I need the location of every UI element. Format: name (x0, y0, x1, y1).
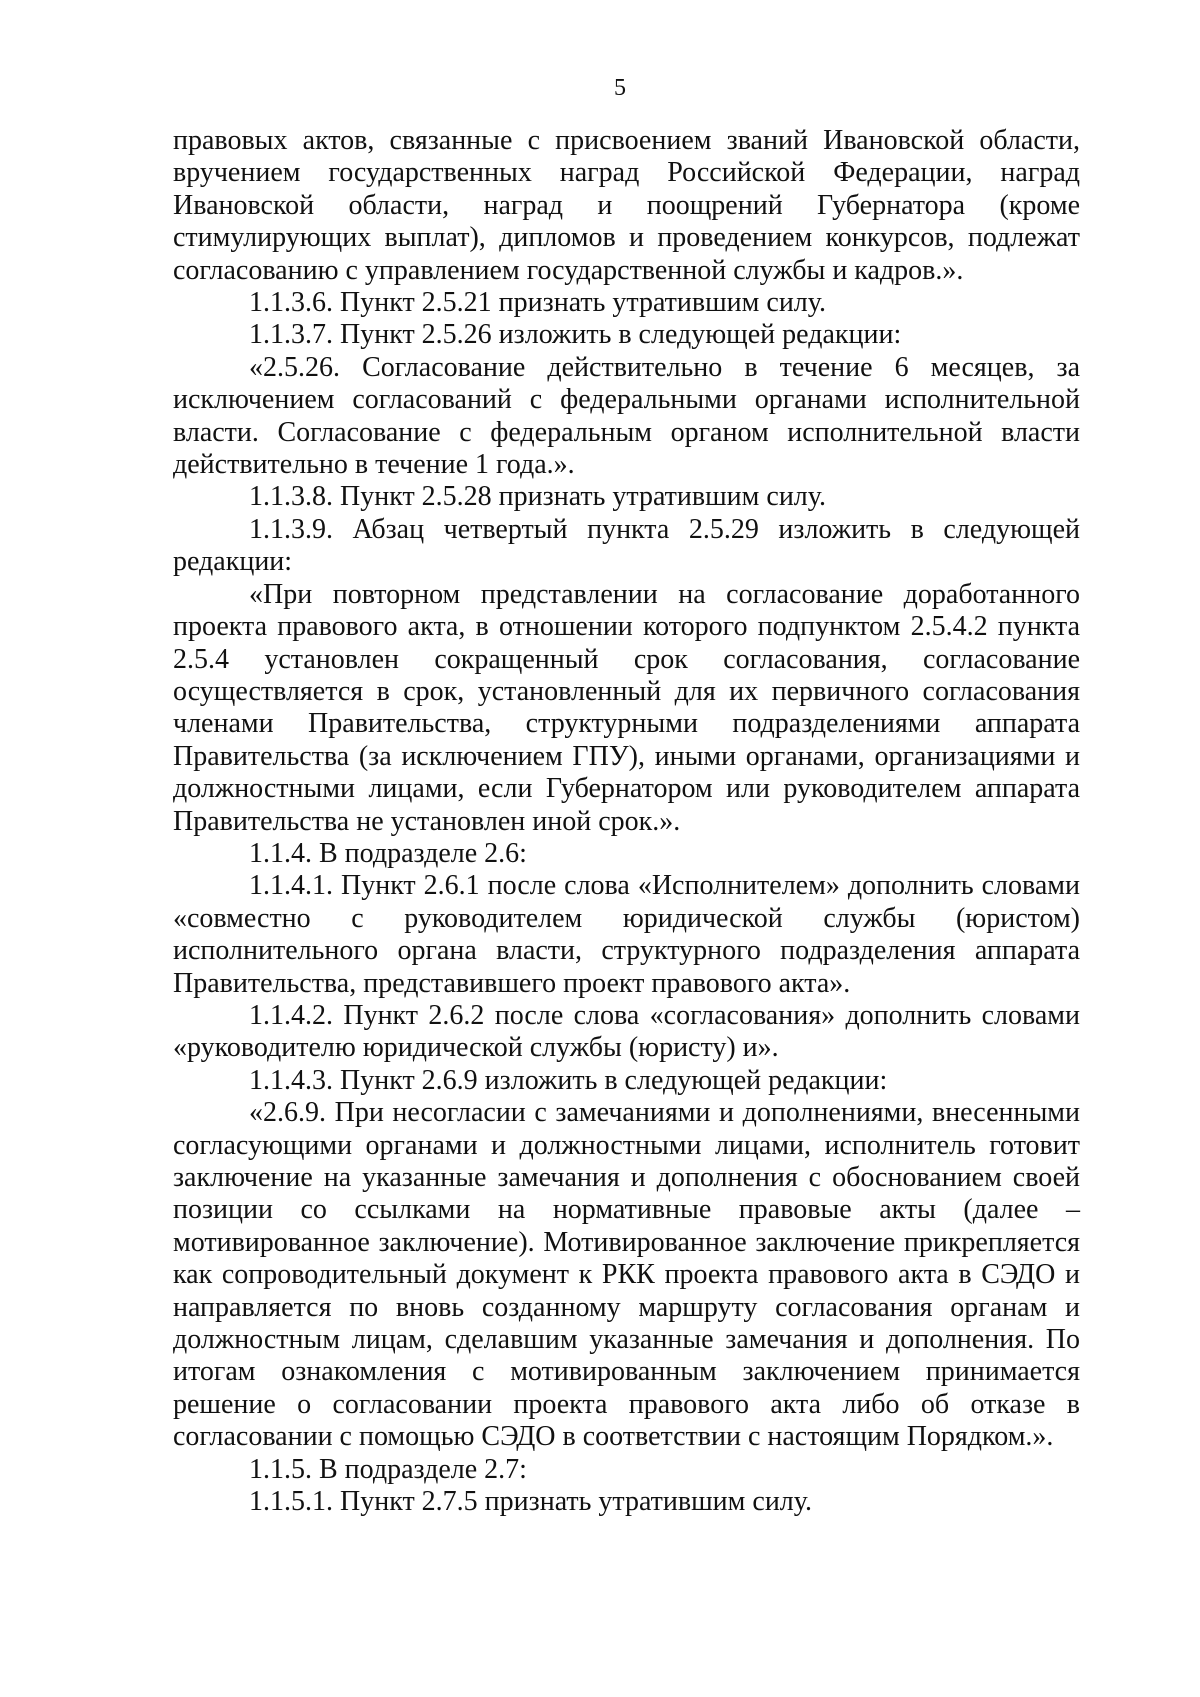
paragraph: 1.1.5. В подразделе 2.7: (249, 1453, 527, 1485)
paragraph: 1.1.4.1. Пункт 2.6.1 после слова «Исполнителем» дополнить словами «совместно с руководителем юридической службы (юристом) исполнительного органа власти, структурного подразделения аппарата Правительства, представившего проект правового акта». (173, 870, 1080, 999)
paragraph: 1.1.5.1. Пункт 2.7.5 признать утратившим силу. (249, 1486, 812, 1518)
paragraph: «При повторном представлении на согласование доработанного проекта правового акта, в отношении которого подпунктом 2.5.4.2 пункта 2.5.4 установлен сокращенный срок согласования, согласование осуществляется в срок, установленный для их первичного согласования членами Правительства, структурными подразделениями аппарата Правительства (за исключением ГПУ), иными органами, организациями и должностными лицами, если Губернатором или руководителем аппарата Правительства не установлен иной срок.». (173, 578, 1080, 837)
paragraph: 1.1.3.7. Пункт 2.5.26 изложить в следующей редакции: (249, 319, 902, 351)
paragraph: правовых актов, связанные с присвоением званий Ивановской области, вручением государственных наград Российской Федерации, наград Ивановской области, наград и поощрений Губернатора (кроме стимулирующих выплат), дипломов и проведением конкурсов, подлежат согласованию с управлением государственной службы и кадров.». (173, 125, 1080, 286)
paragraph: 1.1.4.3. Пункт 2.6.9 изложить в следующей редакции: (249, 1064, 888, 1096)
paragraph: «2.5.26. Согласование действительно в течение 6 месяцев, за исключением согласований с федеральными органами исполнительной власти. Согласование с федеральным органом исполнительной власти действительно в течение 1 года.». (173, 351, 1080, 481)
paragraph: 1.1.3.8. Пункт 2.5.28 признать утратившим силу. (249, 481, 826, 513)
paragraph: 1.1.3.9. Абзац четвертый пункта 2.5.29 изложить в следующей редакции: (173, 513, 1080, 578)
paragraph: «2.6.9. При несогласии с замечаниями и дополнениями, внесенными согласующими органами и должностными лицами, исполнитель готовит заключение на указанные замечания и дополнения с обоснованием своей позиции со ссылками на нормативные правовые акты (далее – мотивированное заключение). Мотивированное заключение прикрепляется как сопроводительный документ к РКК проекта правового акта в СЭДО и направляется по вновь созданному маршруту согласования органам и должностным лицам, сделавшим указанные замечания и дополнения. По итогам ознакомления с мотивированным заключением принимается решение о согласовании проекта правового акта либо об отказе в согласовании с помощью СЭДО в соответствии с настоящим Порядком.». (173, 1097, 1080, 1453)
document-body (173, 125, 1080, 1518)
paragraph: 1.1.4.2. Пункт 2.6.2 после слова «согласования» дополнить словами «руководителю юридической службы (юристу) и». (173, 999, 1080, 1064)
paragraph: 1.1.3.6. Пункт 2.5.21 признать утратившим силу. (249, 287, 826, 319)
paragraph: 1.1.4. В подразделе 2.6: (249, 837, 527, 869)
page-number: 5 (614, 75, 626, 101)
